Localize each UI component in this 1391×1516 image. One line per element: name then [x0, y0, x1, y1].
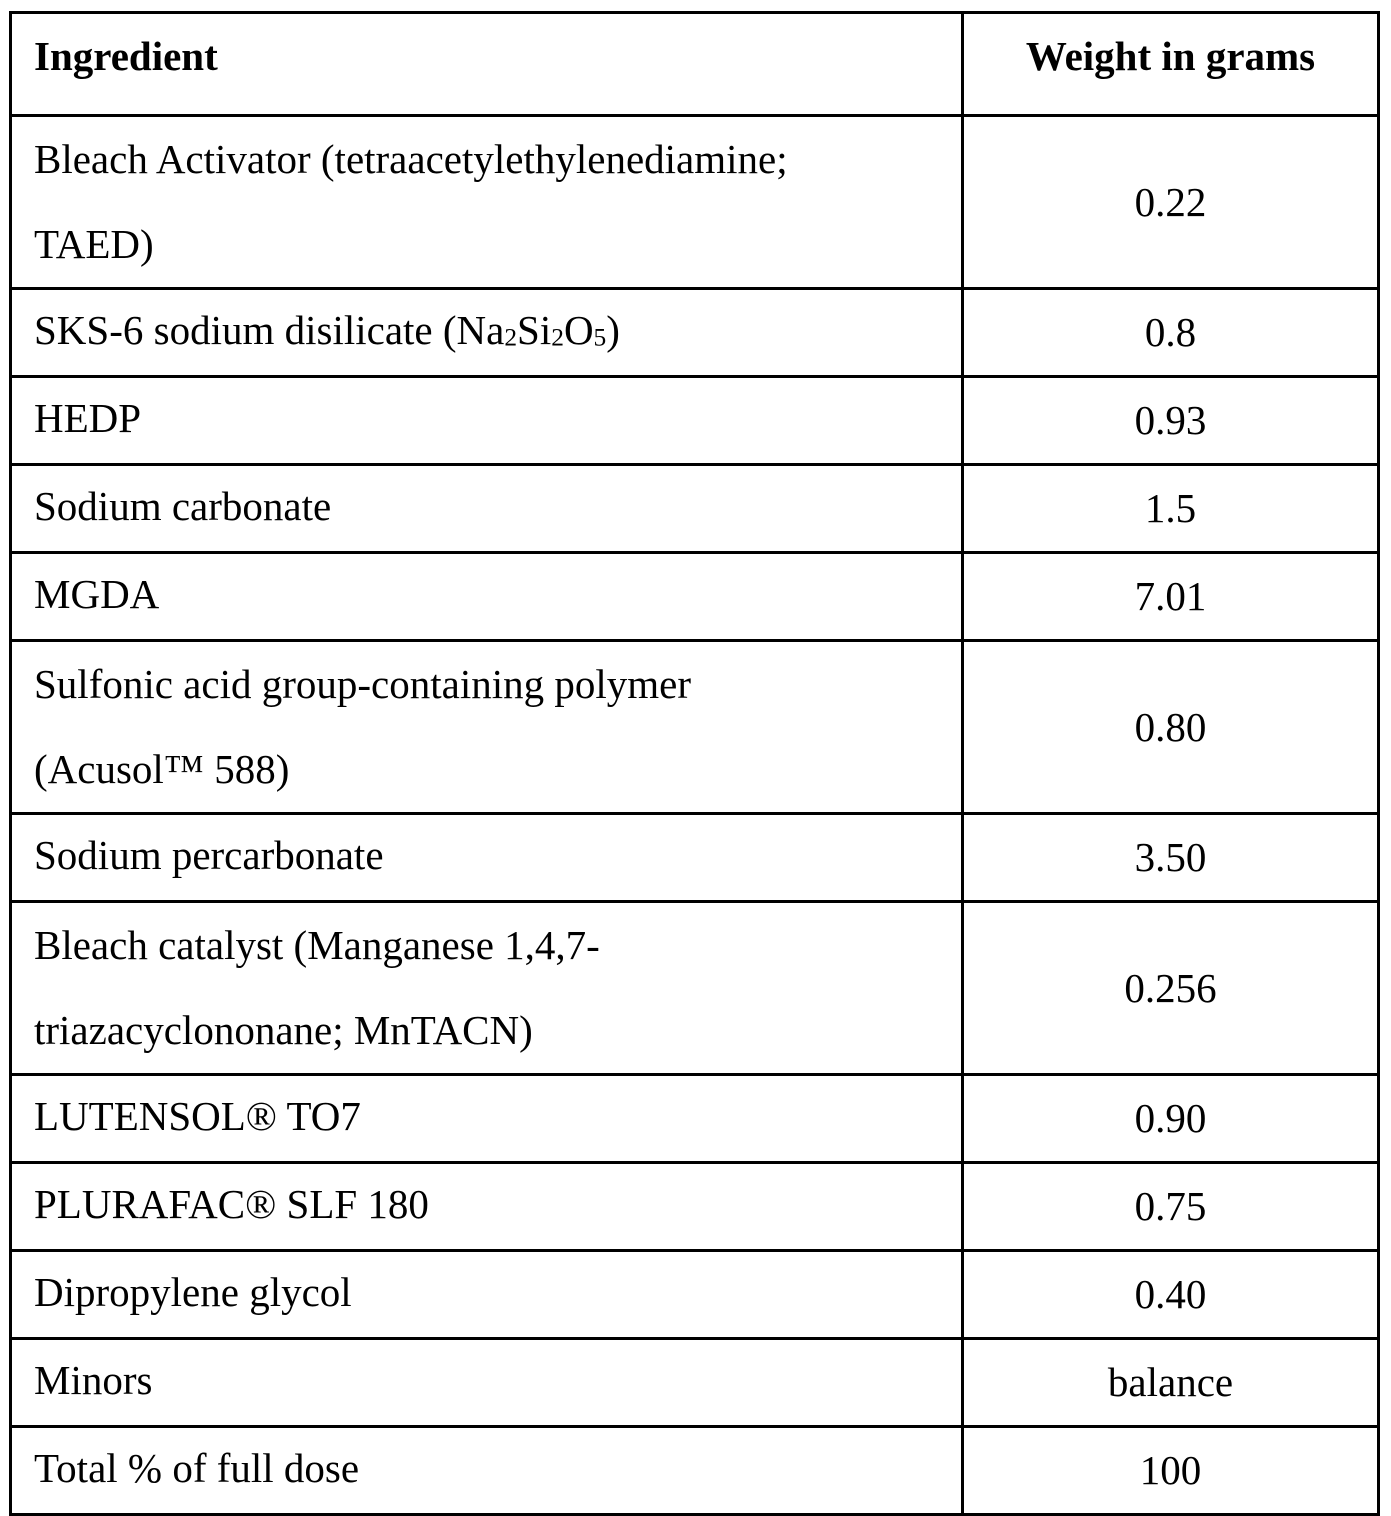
ingredient-cell: Dipropylene glycol [11, 1251, 963, 1339]
weight-cell: balance [963, 1339, 1379, 1427]
ingredient-cell: Sodium percarbonate [11, 814, 963, 902]
weight-cell: 0.80 [963, 641, 1379, 814]
ingredient-line: Bleach Activator (tetraacetylethylenediamine; [34, 136, 788, 182]
table-row [11, 641, 1379, 814]
ingredient-text: Si [517, 307, 552, 353]
table-row [11, 814, 1379, 902]
table-row [11, 465, 1379, 553]
table-row [11, 553, 1379, 641]
weight-cell: 7.01 [963, 553, 1379, 641]
weight-cell: 3.50 [963, 814, 1379, 902]
weight-cell: 0.40 [963, 1251, 1379, 1339]
header-weight: Weight in grams [963, 13, 1379, 116]
ingredient-line: TAED) [34, 221, 154, 267]
ingredient-cell: Total % of full dose [11, 1427, 963, 1515]
subscript: 2 [551, 323, 564, 352]
weight-cell: 0.22 [963, 116, 1379, 289]
ingredient-cell: Minors [11, 1339, 963, 1427]
ingredient-cell [11, 902, 963, 1075]
ingredient-line: (Acusol™ 588) [34, 746, 290, 792]
ingredient-cell: MGDA [11, 553, 963, 641]
table-row [11, 1427, 1379, 1515]
ingredient-text: O [563, 307, 594, 353]
ingredient-cell: LUTENSOL® TO7 [11, 1075, 963, 1163]
table-row [11, 116, 1379, 289]
table-row [11, 1339, 1379, 1427]
table-header-row [11, 13, 1379, 116]
ingredient-cell: Sodium carbonate [11, 465, 963, 553]
header-ingredient: Ingredient [11, 13, 963, 116]
ingredient-cell [11, 641, 963, 814]
table-row [11, 1251, 1379, 1339]
ingredient-cell [11, 289, 963, 377]
table-row [11, 289, 1379, 377]
weight-cell: 0.93 [963, 377, 1379, 465]
ingredient-text: SKS-6 sodium disilicate (Na [34, 307, 505, 353]
weight-cell: 0.256 [963, 902, 1379, 1075]
weight-cell: 1.5 [963, 465, 1379, 553]
weight-cell: 100 [963, 1427, 1379, 1515]
table-row [11, 902, 1379, 1075]
table-row [11, 1163, 1379, 1251]
table-row [11, 377, 1379, 465]
ingredient-cell [11, 116, 963, 289]
subscript: 5 [593, 323, 607, 352]
ingredient-line: Sulfonic acid group-containing polymer [34, 661, 691, 707]
weight-cell: 0.8 [963, 289, 1379, 377]
ingredient-cell: HEDP [11, 377, 963, 465]
weight-cell: 0.75 [963, 1163, 1379, 1251]
table-row [11, 1075, 1379, 1163]
ingredient-line: triazacyclononane; MnTACN) [34, 1007, 533, 1053]
subscript: 2 [504, 323, 518, 352]
weight-cell: 0.90 [963, 1075, 1379, 1163]
ingredient-text: ) [606, 307, 620, 353]
ingredient-cell: PLURAFAC® SLF 180 [11, 1163, 963, 1251]
ingredient-line: Bleach catalyst (Manganese 1,4,7- [34, 922, 600, 968]
ingredients-table [9, 11, 1380, 1516]
